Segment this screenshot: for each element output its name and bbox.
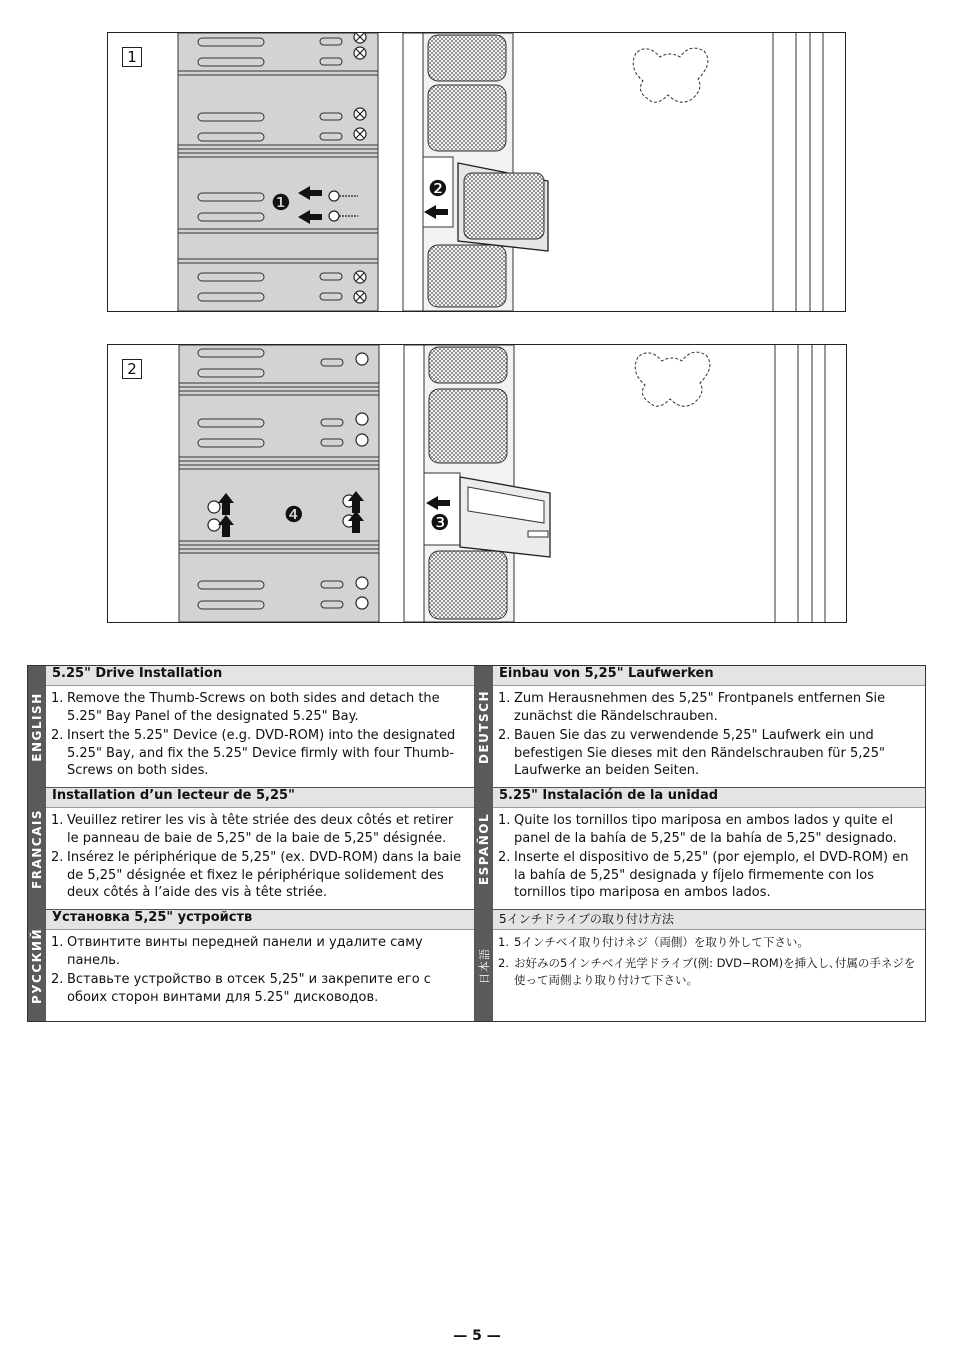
list-item: 2. Insérez le périphérique de 5,25" (ex. DVD-ROM) dans la baie de 5,25" désignée et fixez le périphérique solidement des deux côtés à l’aide des vis à tête striée.: [51, 850, 462, 900]
section-title: Einbau von 5,25" Laufwerken: [493, 666, 925, 686]
list-item: 2. Inserte el dispositivo de 5,25" (por ejemplo, el DVD-ROM) en la bahía de 5,25" designada y fíjelo firmemente con los tornillos tipo mariposa en ambos lados.: [498, 850, 909, 900]
list-item: 1. Zum Herausnehmen des 5,25" Frontpanels entfernen Sie zunächst die Rändelschrauben.: [498, 691, 886, 724]
section-japanese: [475, 910, 925, 1021]
list-item: 1. Remove the Thumb-Screws on both sides and detach the 5.25" Bay Panel of the designated 5.25" Bay.: [51, 691, 440, 724]
section-francais: [28, 788, 475, 910]
section-deutsch: [475, 666, 925, 788]
language-tab: 日本語: [475, 910, 493, 1021]
list-item: 1. 5インチベイ取り付けネジ（両側）を取り外して下さい。: [498, 935, 809, 949]
section-russian: [28, 910, 475, 1021]
instructions-table: [27, 665, 926, 1022]
language-tab: РУССКИЙ: [28, 910, 46, 1021]
step-number-box: 2: [122, 359, 142, 379]
list-item: 1. Veuillez retirer les vis à tête striée des deux côtés et retirer le panneau de baie de 5,25" de la baie de 5,25" désignée.: [51, 813, 454, 846]
callout-3: ❸: [430, 511, 450, 536]
step-list: [46, 690, 474, 780]
section-espanol: [475, 788, 925, 910]
section-title: 5インチドライブの取り付け方法: [493, 910, 925, 930]
callout-1: ❶: [271, 191, 291, 216]
callout-2: ❷: [428, 177, 448, 202]
list-item: 2. Вставьте устройство в отсек 5,25" и закрепите его с обоих сторон винтами для 5.25" дисководов.: [51, 972, 431, 1005]
list-item: 1. Quite los tornillos tipo mariposa en ambos lados y quite el panel de la bahía de 5,25" de la bahía de 5,25" designado.: [498, 813, 897, 846]
figure-step-1: [107, 32, 846, 312]
list-item: 1. Отвинтите винты передней панели и удалите саму панель.: [51, 935, 423, 968]
callout-4: ❹: [284, 503, 304, 528]
figure-2-illustration: [108, 345, 846, 622]
page-number: — 5 —: [453, 1328, 501, 1344]
step-list: [493, 812, 925, 902]
figure-step-2: [107, 344, 847, 623]
list-item: 2. Bauen Sie das zu verwendende 5,25" Laufwerk ein und befestigen Sie dieses mit den Rändelschrauben für 5,25" Laufwerke an beiden Seiten.: [498, 728, 885, 778]
step-number-box: 1: [122, 47, 142, 67]
section-title: Установка 5,25" устройств: [46, 910, 474, 930]
section-title: Installation d’un lecteur de 5,25": [46, 788, 474, 808]
step-list: [493, 934, 925, 989]
section-english: [28, 666, 475, 788]
language-tab: DEUTSCH: [475, 666, 493, 787]
language-tab: ESPAÑOL: [475, 788, 493, 909]
section-title: 5.25" Drive Installation: [46, 666, 474, 686]
step-list: [493, 690, 925, 780]
list-item: 2. Insert the 5.25" Device (e.g. DVD-ROM) into the designated 5.25" Bay, and fix the 5.25" Device firmly with four Thumb-Screws on both sides.: [51, 728, 456, 778]
language-tab: ENGLISH: [28, 666, 46, 787]
section-title: 5.25" Instalación de la unidad: [493, 788, 925, 808]
step-list: [46, 934, 474, 1006]
language-tab: FRANCAIS: [28, 788, 46, 909]
list-item: 2. お好みの5インチベイ光学ドライブ(例: DVD−ROM)を挿入し､付属の手ネジを使って両側より取り付けて下さい。: [498, 956, 916, 987]
figure-1-illustration: [108, 33, 845, 311]
step-list: [46, 812, 474, 902]
